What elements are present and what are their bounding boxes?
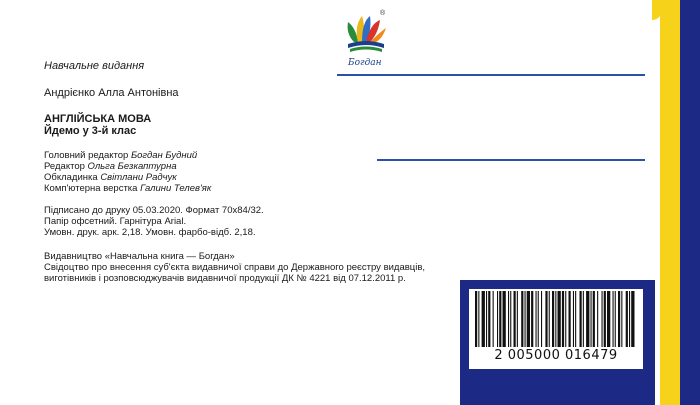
barcode-bar [541,291,542,347]
credit-row [44,183,211,194]
barcode-bar [531,291,533,347]
credit-role: Комп'ютерна верстка [44,183,141,194]
barcode-bar [545,291,547,347]
barcode-bar [536,291,537,347]
barcode-bar [618,291,620,347]
print-line: Папір офсетний. Гарнітура Arial. [44,216,187,227]
barcode-bar [503,291,506,347]
barcode-bar [602,291,603,347]
barcode-bar [615,291,616,347]
barcode-bar [583,291,584,347]
barcode-bar [626,291,628,347]
barcode-bars [475,291,637,347]
barcode-bar [538,291,539,347]
blue-rule-middle [377,159,645,161]
barcode-bar [597,291,598,347]
barcode-number: 2 005000 016479 [494,348,618,363]
barcode [469,289,643,369]
barcode-bar [565,291,566,347]
barcode-bar [604,291,606,347]
barcode-bar [482,291,485,347]
barcode-bar [569,291,571,347]
print-line: Підписано до друку 05.03.2020. Формат 70х84/32. [44,205,264,216]
publisher-name: Видавництво «Навчальна книга — Богдан» [44,251,235,262]
logo-wordmark: Богдан [348,58,382,68]
barcode-bar [552,291,554,347]
publisher-certificate-line: виготівників і розповсюджувачів видавничої продукції ДК № 4221 від 07.12.2011 р. [44,273,406,284]
barcode-bar [607,291,610,347]
barcode-bar [580,291,582,347]
edition-type: Навчальне видання [44,60,145,72]
credit-name: Світлани Радчук [100,172,177,183]
barcode-bar [549,291,550,347]
barcode-bar [629,291,630,347]
book-tree-logo-icon [340,12,392,60]
barcode-bar [527,291,530,347]
book-title: АНГЛІЙСЬКА МОВА [44,113,152,125]
credit-name: Богдан Будний [130,150,198,161]
credit-role: Обкладинка [44,172,98,183]
barcode-bar [573,291,574,347]
credit-row [44,172,211,183]
barcode-bar [555,291,556,347]
barcode-bar [475,291,477,347]
credit-name: Галини Телев'як [140,183,212,194]
barcode-bar [586,291,589,347]
print-line: Умовн. друк. арк. 2,18. Умовн. фарбо-відб. 2,18. [44,227,256,238]
print-details [44,205,264,238]
barcode-bar [486,291,487,347]
blue-rule-top [337,74,645,76]
cover-edge-blue-stripe [680,0,700,405]
publisher-details [44,251,425,284]
barcode-bar [517,291,518,347]
barcode-bar [613,291,614,347]
credit-role: Головний редактор [44,150,129,161]
barcode-bar [593,291,595,347]
barcode-bar [558,291,561,347]
barcode-bar [508,291,509,347]
barcode-bar [525,291,526,347]
barcode-bar [497,291,498,347]
author-name: Андрієнко Алла Антонівна [44,87,179,99]
registered-mark: ® [380,10,386,17]
barcode-bar [499,291,501,347]
book-subtitle: Йдемо у 3-й клас [44,125,137,137]
credit-row [44,150,211,161]
barcode-bar [514,291,516,347]
barcode-bar [562,291,564,347]
barcode-bar [631,291,634,347]
barcode-bar [621,291,622,347]
publisher-logo [340,12,392,74]
credit-name: Ольга Безкаптурна [87,161,177,172]
credits-list [44,150,211,194]
barcode-bar [493,291,494,347]
barcode-bar [510,291,511,347]
barcode-bar [478,291,479,347]
barcode-bar [488,291,490,347]
publisher-certificate-line: Свідоцтво про внесення суб'єкта видавничої справи до Державного реєстру видавців, [44,262,426,273]
cover-edge-yellow-stripe [660,0,682,405]
barcode-bar [591,291,592,347]
credit-role: Редактор [44,161,85,172]
barcode-bar [575,291,576,347]
credit-row [44,161,211,172]
barcode-bar [521,291,523,347]
